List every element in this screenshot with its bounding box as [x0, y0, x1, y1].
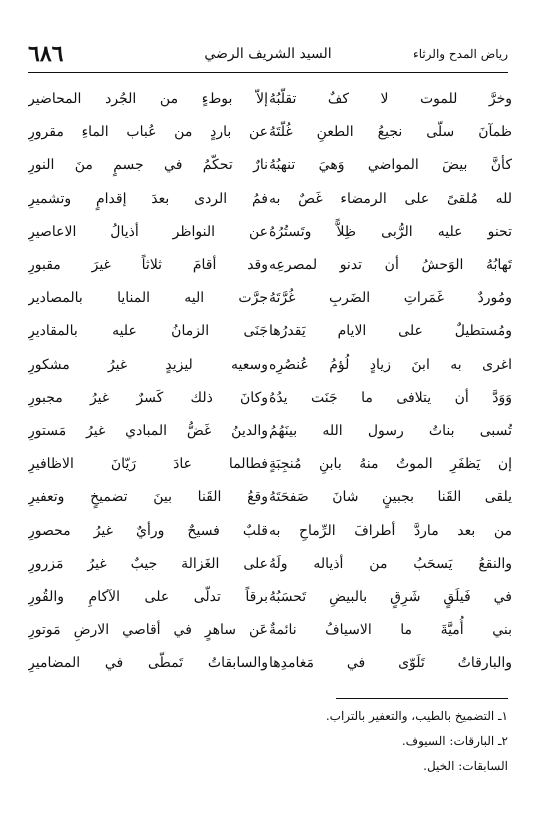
verse-first-hemistich: من بعد ماردَّ أطرافَ الرِّماحِ به	[269, 523, 512, 539]
running-title: السيد الشريف الرضي	[204, 46, 332, 62]
verse-first-hemistich: إن يَظفَرِ الموتُ منهُ بابنِ مُنجِبَةٍ	[269, 456, 512, 472]
poem-body	[0, 84, 536, 684]
verse-second-hemistich: إلاّ بوطءٍ من الجُرد المحاضير	[28, 91, 268, 107]
verse-first-hemistich: اغرى به ابنَ زيادٍ لُؤمُ عُنصُرِه	[269, 357, 512, 373]
verse-second-hemistich: برقاً تدلّى على الآكامِ والقُورِ	[28, 589, 268, 605]
footnotes	[28, 704, 508, 779]
verse-second-hemistich: قلبٌ فسيحٌ ورأيٌ غيرُ محصورِ	[28, 523, 268, 539]
verse-second-hemistich: والدينُ غَضُّ المبادي غيرُ مَستورِ	[28, 423, 268, 439]
verse-second-hemistich: عن باردٍ من عُباب الماءِ مقرورِ	[28, 124, 268, 140]
verse-second-hemistich: جَنَى الزمانُ عليه بالمقاديرِ	[28, 323, 268, 339]
footnote: ٢ـ البارقات: السيوف.	[401, 734, 508, 748]
verse-first-hemistich: وَوَدَّ أن يتلافى ما جَنَت يدُهُ	[269, 390, 512, 406]
verse-first-hemistich: وخرَّ للموت لا كفٌ تقلّبُهُ	[269, 91, 512, 107]
verse-first-hemistich: تُسبى بناتُ رسول الله بينَهُمُ	[269, 423, 512, 439]
verse-first-hemistich: كأنَّ بيضَ المواضي وَهيَ تنهبُهُ	[269, 157, 512, 173]
verse-second-hemistich: والسابقاتُ تَمطّى في المضاميرِ	[28, 655, 268, 671]
header-rule	[28, 72, 508, 73]
footnote-rule	[336, 698, 508, 699]
page-header	[28, 38, 508, 70]
verse-first-hemistich: تحنو عليه الرُّبى ظِلاًّ وتَستُرُهُ	[269, 224, 512, 240]
verse-second-hemistich: نارٌ تحكّمُ في جسمٍ منَ النورِ	[28, 157, 268, 173]
footnote: السابقات: الخيل.	[423, 759, 508, 773]
verse-first-hemistich: ومُوردٌ غَمَراتِ الضَربِ غُرَّتَهُ	[269, 290, 512, 306]
verse-second-hemistich: وقد أقامَ ثلاثاً غيرَ مقبورِ	[28, 257, 268, 273]
verse-second-hemistich: وكانَ ذلك كَسرٌ غيرُ مجبورِ	[28, 390, 268, 406]
verse-first-hemistich: تَهابُهُ الوَحشُ أن تدنو لمصرعِه	[269, 257, 512, 273]
verse-second-hemistich: جرَّت اليه المنايا بالمصادير	[28, 290, 268, 306]
verse-first-hemistich: ومُستطيلٌ على الايام يَقدرُها	[269, 323, 512, 339]
section-title: رياض المدح والرثاء	[413, 47, 508, 61]
verse-first-hemistich: في فَيلَقٍ شَرِقٍ بالبيضِ تَحسَبُهُ	[269, 589, 512, 605]
verse-first-hemistich: والبارقاتُ تَلَوّى في مَغامدِها	[269, 655, 512, 671]
verse-first-hemistich: لله مُلقىً على الرمضاء غَصٌ به	[269, 191, 512, 207]
footnote: ١ـ التضميخ بالطيب، والتعفير بالتراب.	[325, 709, 508, 723]
verse-first-hemistich: والنقعُ يَسحَبُ من أذياله ولَهُ	[269, 556, 512, 572]
page-number: ٦٨٦	[28, 41, 64, 67]
verse-second-hemistich: فمُ الردى بعدَ إقدامٍ وتشميرِ	[28, 191, 268, 207]
verse-first-hemistich: يلقى القَنا بجبينٍ شانَ صَفحَتَهُ	[269, 489, 512, 505]
verse-second-hemistich: وسعيه ليزيدٍ غيرُ مشكورِ	[28, 357, 268, 373]
verse-second-hemistich: فطالما عادَ رَيّانَ الاظافيرِ	[28, 456, 268, 472]
verse-second-hemistich: وقعُ القَنا بينَ تضميخٍ وتعفيرِ	[28, 489, 268, 505]
verse-first-hemistich: بني أُميَّةَ ما الاسيافُ نائمةٌ	[269, 622, 512, 638]
verse-second-hemistich: عن النواظر أذيالُ الاعاصيرِ	[28, 224, 268, 240]
verse-second-hemistich: على الغَزالة جيبٌ غيرُ مَزرورِ	[28, 556, 268, 572]
verse-second-hemistich: عَن ساهرٍ في أقاصي الارضِ مَوتورِ	[28, 622, 268, 638]
verse-first-hemistich: ظمآنَ سلّى نجيعُ الطعنِ غُلّتَهُ	[269, 124, 512, 140]
